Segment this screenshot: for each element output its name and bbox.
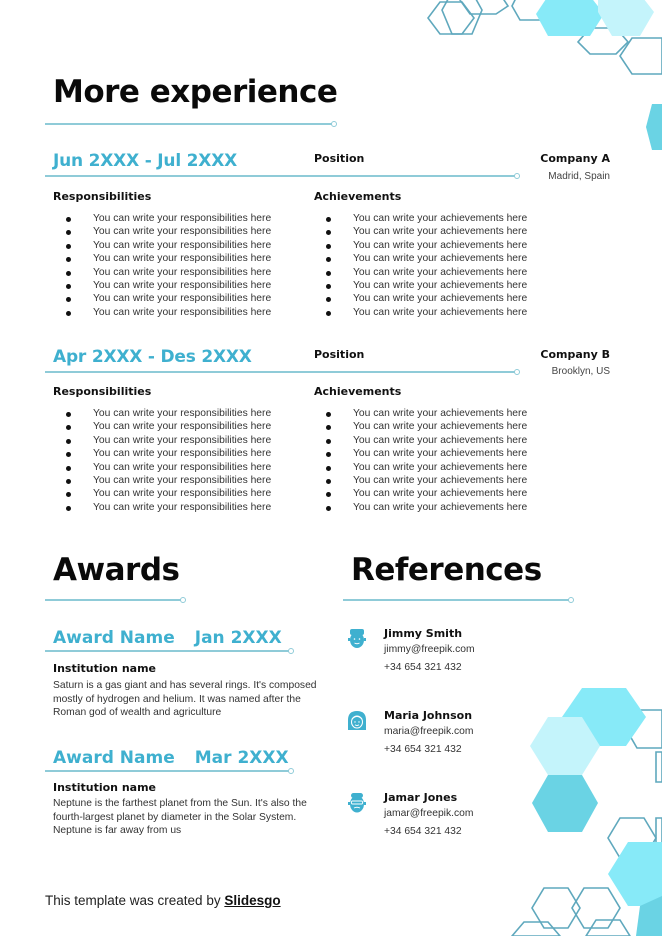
list-item: You can write your achievements here — [313, 266, 527, 279]
list-item: You can write your achievements here — [313, 407, 527, 420]
list-item: You can write your responsibilities here — [53, 420, 271, 433]
list-item: You can write your responsibilities here — [53, 434, 271, 447]
job-location: Brooklyn, US — [551, 366, 610, 377]
list-item: You can write your responsibilities here — [53, 306, 271, 319]
list-item: You can write your achievements here — [313, 225, 527, 238]
reference-phone: +34 654 321 432 — [384, 662, 462, 673]
job-position: Position — [314, 348, 365, 361]
list-item: You can write your achievements here — [313, 292, 527, 305]
achievements-heading: Achievements — [314, 190, 402, 203]
title-underline — [343, 599, 570, 601]
award-heading — [53, 628, 282, 648]
list-item: You can write your achievements here — [313, 501, 527, 514]
job-company: Company A — [540, 152, 610, 165]
award-date: Mar 2XXX — [194, 748, 289, 768]
job-location: Madrid, Spain — [548, 171, 610, 182]
slidesgo-link[interactable]: Slidesgo — [224, 893, 281, 908]
section-title-awards: Awards — [53, 552, 180, 588]
job-divider — [45, 175, 516, 177]
reference-email[interactable]: maria@freepik.com — [384, 726, 474, 737]
list-item: You can write your responsibilities here — [53, 279, 271, 292]
award-description: Neptune is the farthest planet from the Sun. It's also the fourth-largest planet by diameter in the Solar System. Neptune is far away from us — [53, 798, 307, 836]
list-item: You can write your responsibilities here — [53, 266, 271, 279]
list-item: You can write your achievements here — [313, 306, 527, 319]
list-item: You can write your responsibilities here — [53, 501, 271, 514]
footer-credit — [45, 893, 281, 908]
section-title-experience: More experience — [53, 74, 338, 110]
list-item: You can write your achievements here — [313, 461, 527, 474]
list-item: You can write your responsibilities here — [53, 407, 271, 420]
list-item: You can write your responsibilities here — [53, 461, 271, 474]
award-name: Award Name — [53, 748, 175, 768]
list-item: You can write your responsibilities here — [53, 447, 271, 460]
list-item: You can write your responsibilities here — [53, 487, 271, 500]
footer-text: This template was created by — [45, 893, 225, 908]
job-company: Company B — [540, 348, 610, 361]
list-item: You can write your achievements here — [313, 420, 527, 433]
reference-email[interactable]: jimmy@freepik.com — [384, 644, 475, 655]
list-item: You can write your achievements here — [313, 239, 527, 252]
reference-phone: +34 654 321 432 — [384, 744, 462, 755]
institution-name: Institution name — [53, 662, 157, 675]
section-title-references: References — [351, 552, 542, 588]
award-divider — [45, 650, 290, 652]
list-item: You can write your responsibilities here — [53, 474, 271, 487]
bearded-man-avatar-icon — [346, 792, 368, 814]
award-description: Saturn is a gas giant and has several rings. It's composed mostly of hydrogen and helium. It was named after the Roman god of wealth and agriculture — [53, 680, 317, 718]
award-heading — [53, 748, 289, 768]
responsibilities-heading: Responsibilities — [53, 385, 152, 398]
reference-name: Maria Johnson — [384, 709, 473, 722]
reference-name: Jamar Jones — [384, 791, 458, 804]
list-item: You can write your achievements here — [313, 252, 527, 265]
job-dates: Apr 2XXX - Des 2XXX — [53, 347, 252, 367]
job-position: Position — [314, 152, 365, 165]
award-name: Award Name — [53, 628, 175, 648]
list-item: You can write your achievements here — [313, 474, 527, 487]
list-item: You can write your responsibilities here — [53, 252, 271, 265]
list-item: You can write your responsibilities here — [53, 225, 271, 238]
job-divider — [45, 371, 516, 373]
man-avatar-icon — [346, 628, 368, 650]
list-item: You can write your responsibilities here — [53, 212, 271, 225]
list-item: You can write your achievements here — [313, 447, 527, 460]
woman-avatar-icon — [346, 710, 368, 732]
institution-name: Institution name — [53, 781, 157, 794]
list-item: You can write your achievements here — [313, 212, 527, 225]
list-item: You can write your achievements here — [313, 279, 527, 292]
title-underline — [45, 123, 333, 125]
job-dates: Jun 2XXX - Jul 2XXX — [53, 151, 238, 171]
list-item: You can write your responsibilities here — [53, 239, 271, 252]
reference-name: Jimmy Smith — [384, 627, 463, 640]
list-item: You can write your achievements here — [313, 434, 527, 447]
award-divider — [45, 770, 290, 772]
reference-email[interactable]: jamar@freepik.com — [384, 808, 474, 819]
responsibilities-list — [53, 407, 271, 514]
responsibilities-list — [53, 212, 271, 319]
achievements-list — [313, 407, 527, 514]
award-date: Jan 2XXX — [194, 628, 282, 648]
responsibilities-heading: Responsibilities — [53, 190, 152, 203]
reference-phone: +34 654 321 432 — [384, 826, 462, 837]
achievements-heading: Achievements — [314, 385, 402, 398]
achievements-list — [313, 212, 527, 319]
title-underline — [45, 599, 182, 601]
list-item: You can write your responsibilities here — [53, 292, 271, 305]
list-item: You can write your achievements here — [313, 487, 527, 500]
